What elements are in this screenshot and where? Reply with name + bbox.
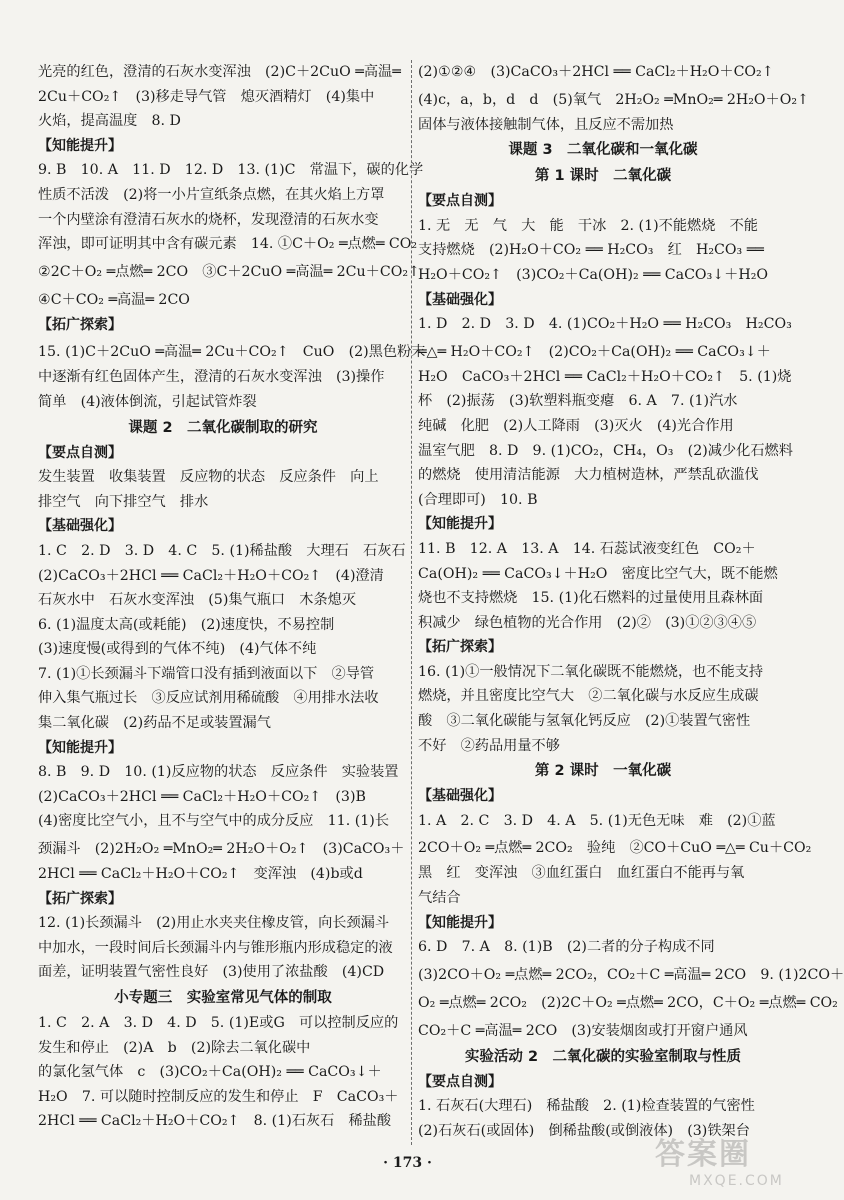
answer-line: 15. (1)C＋2CuO ═高温═ 2Cu＋CO₂↑ CuO (2)黑色粉末	[38, 344, 426, 361]
section-heading: 实验活动 2 二氧化碳的实验室制取与性质	[464, 1048, 742, 1065]
answer-line: (3)速度慢(或得到的气体不纯) (4)气体不纯	[38, 641, 317, 658]
answer-line: 16. (1)①一般情况下二氧化碳既不能燃烧，也不能支持	[418, 663, 764, 680]
section-heading: 课题 3 二氧化碳和一氧化碳	[508, 142, 698, 159]
section-label: 【知能提升】	[38, 137, 122, 154]
answer-line: 光亮的红色，澄清的石灰水变浑浊 (2)C＋2CuO ═高温═	[38, 64, 401, 80]
page-number: · 173 ·	[383, 1155, 432, 1171]
answer-line: (2)CaCO₃＋2HCl ══ CaCl₂＋H₂O＋CO₂↑ (3)B	[38, 788, 366, 805]
answer-line: 性质不活泼 (2)将一小片宣纸条点燃，在其火焰上方罩	[38, 186, 385, 203]
column-divider	[411, 60, 412, 1145]
answer-line: 杯 (2)振荡 (3)软塑料瓶变瘪 6. A 7. (1)汽水	[418, 393, 738, 410]
answer-line: 支持燃烧 (2)H₂O＋CO₂ ══ H₂CO₃ 红 H₂CO₃ ══	[418, 242, 764, 259]
answer-line: 积减少 绿色植物的光合作用 (2)② (3)①②③④⑤	[418, 614, 757, 631]
answer-line: 石灰水中 石灰水变浑浊 (5)集气瓶口 木条熄灭	[38, 592, 357, 609]
section-heading: 第 2 课时 一氧化碳	[534, 763, 672, 780]
answer-line: 7. (1)①长颈漏斗下端管口没有插到液面以下 ②导管	[38, 665, 375, 682]
answer-line: 6. D 7. A 8. (1)B (2)二者的分子构成不同	[418, 939, 715, 956]
answer-line: H₂O＋CO₂↑ (3)CO₂＋Ca(OH)₂ ══ CaCO₃↓＋H₂O	[418, 266, 769, 283]
answer-line: 不好 ②药品用量不够	[418, 737, 560, 754]
section-label: 【基础强化】	[418, 788, 502, 805]
answer-line: 中逐渐有红色固体产生，澄清的石灰水变浑浊 (3)操作	[38, 369, 385, 386]
answer-line: 1. C 2. A 3. D 4. D 5. (1)E或G 可以控制反应的	[38, 1015, 399, 1031]
answer-line: 11. B 12. A 13. A 14. 石蕊试液变红色 CO₂＋	[418, 540, 756, 557]
answer-line: (4)密度比空气小，且不与空气中的成分反应 11. (1)长	[38, 813, 390, 830]
answer-line: 集二氧化碳 (2)药品不足或装置漏气	[38, 715, 271, 732]
answer-line: 固体与液体接触制气体，且反应不需加热	[418, 116, 674, 133]
answer-line: 中加水，一段时间后长颈漏斗内与锥形瓶内形成稳定的液	[38, 939, 393, 956]
answer-line: CO₂＋C ═高温═ 2CO (3)安装烟囱或打开窗户通风	[418, 1022, 748, 1039]
section-label: 【知能提升】	[418, 914, 502, 931]
answer-line: (2)①②④ (3)CaCO₃＋2HCl ══ CaCl₂＋H₂O＋CO₂↑	[418, 64, 774, 80]
answer-line: 烧也不支持燃烧 15. (1)化石燃料的过量使用且森林面	[418, 590, 764, 607]
answer-line: 温室气肥 8. D 9. (1)CO₂，CH₄，O₃ (2)减少化石燃料	[418, 442, 793, 459]
answer-line: 一个内壁涂有澄清石灰水的烧杯，发现澄清的石灰水变	[38, 211, 379, 228]
right-column	[418, 60, 844, 1144]
left-column	[38, 60, 426, 1134]
answer-line: 1. 石灰石(大理石) 稀盐酸 2. (1)检查装置的气密性	[418, 1098, 755, 1115]
section-label: 【拓广探索】	[38, 316, 122, 333]
answer-line: 2CO＋O₂ ═点燃═ 2CO₂ 验纯 ②CO＋CuO ═△═ Cu＋CO₂	[418, 840, 812, 857]
section-label: 【基础强化】	[418, 291, 502, 308]
answer-line: 发生和停止 (2)A b (2)除去二氧化碳中	[38, 1039, 311, 1056]
answer-line: (合理即可) 10. B	[418, 491, 538, 508]
section-label: 【拓广探索】	[418, 639, 502, 656]
answer-line: (3)2CO＋O₂ ═点燃═ 2CO₂，CO₂＋C ═高温═ 2CO 9. (1)2CO＋	[418, 966, 844, 983]
answer-line: (4)c，a，b，d d (5)氧气 2H₂O₂ ═MnO₂═ 2H₂O＋O₂↑	[418, 91, 809, 108]
answer-line: 2HCl ══ CaCl₂＋H₂O＋CO₂↑ 变浑浊 (4)b或d	[38, 866, 363, 883]
answer-line: (2)石灰石(或固体) 倒稀盐酸(或倒液体) (3)铁架台	[418, 1123, 750, 1139]
section-label: 【要点自测】	[418, 193, 502, 210]
answer-line: 的燃烧 使用清洁能源 大力植树造林，严禁乱砍滥伐	[418, 467, 759, 484]
answer-line: ②2C＋O₂ ═点燃═ 2CO ③C＋2CuO ═高温═ 2Cu＋CO₂↑	[38, 263, 420, 280]
answer-line: 2HCl ══ CaCl₂＋H₂O＋CO₂↑ 8. (1)石灰石 稀盐酸	[38, 1113, 392, 1130]
answer-line: 9. B 10. A 11. D 12. D 13. (1)C 常温下，碳的化学	[38, 162, 424, 179]
answer-line: 6. (1)温度太高(或耗能) (2)速度快，不易控制	[38, 616, 335, 633]
answer-line: 面差，证明装置气密性良好 (3)使用了浓盐酸 (4)CD	[38, 964, 385, 981]
section-label: 【拓广探索】	[38, 890, 122, 907]
section-label: 【知能提升】	[38, 739, 122, 756]
section-heading: 小专题三 实验室常见气体的制取	[114, 990, 332, 1006]
answer-line: 排空气 向下排空气 排水	[38, 493, 209, 510]
answer-line: 纯碱 化肥 (2)人工降雨 (3)灭火 (4)光合作用	[418, 417, 734, 434]
answer-line: 燃烧，并且密度比空气大 ②二氧化碳与水反应生成碳	[418, 688, 759, 705]
answer-line: 8. B 9. D 10. (1)反应物的状态 反应条件 实验装置	[38, 764, 399, 781]
answer-line: 气结合	[418, 890, 461, 907]
section-heading: 课题 2 二氧化碳制取的研究	[128, 419, 318, 436]
answer-line: 颈漏斗 (2)2H₂O₂ ═MnO₂═ 2H₂O＋O₂↑ (3)CaCO₃＋	[38, 841, 405, 858]
answer-line: 伸入集气瓶过长 ③反应试剂用稀硫酸 ④用排水法收	[38, 690, 379, 707]
section-heading: 第 1 课时 二氧化碳	[534, 168, 672, 185]
answer-line: O₂ ═点燃═ 2CO₂ (2)2C＋O₂ ═点燃═ 2CO，C＋O₂ ═点燃═ CO₂	[418, 994, 838, 1011]
answer-line: Ca(OH)₂ ══ CaCO₃↓＋H₂O 密度比空气大，既不能燃	[418, 565, 778, 582]
answer-line: 发生装置 收集装置 反应物的状态 反应条件 向上	[38, 469, 379, 486]
answer-line: 火焰，提高温度 8. D	[38, 113, 181, 130]
answer-line: 1. D 2. D 3. D 4. (1)CO₂＋H₂O ══ H₂CO₃ H₂CO₃	[418, 316, 792, 333]
answer-line: (2)CaCO₃＋2HCl ══ CaCl₂＋H₂O＋CO₂↑ (4)澄清	[38, 567, 384, 584]
section-label: 【知能提升】	[418, 516, 502, 533]
answer-line: H₂O CaCO₃＋2HCl ══ CaCl₂＋H₂O＋CO₂↑ 5. (1)烧	[418, 368, 792, 385]
answer-line: ═△═ H₂O＋CO₂↑ (2)CO₂＋Ca(OH)₂ ══ CaCO₃↓＋	[418, 343, 771, 360]
answer-line: 2Cu＋CO₂↑ (3)移走导气管 熄灭酒精灯 (4)集中	[38, 88, 375, 105]
section-label: 【基础强化】	[38, 518, 122, 535]
answer-line: 12. (1)长颈漏斗 (2)用止水夹夹住橡皮管，向长颈漏斗	[38, 915, 390, 932]
answer-line: 酸 ③二氧化碳能与氢氧化钙反应 (2)①装置气密性	[418, 713, 751, 730]
answer-line: 浑浊，即可证明其中含有碳元素 14. ①C＋O₂ ═点燃═ CO₂	[38, 236, 418, 253]
answer-line: 1. A 2. C 3. D 4. A 5. (1)无色无味 难 (2)①蓝	[418, 812, 776, 829]
watermark-top: 答案圈	[655, 1137, 751, 1172]
watermark-logo	[655, 1138, 805, 1192]
watermark-bottom: MXQE.COM	[689, 1173, 784, 1189]
answer-line: 简单 (4)液体倒流，引起试管炸裂	[38, 393, 257, 410]
answer-line: 1. C 2. D 3. D 4. C 5. (1)稀盐酸 大理石 石灰石	[38, 542, 406, 559]
section-label: 【要点自测】	[38, 444, 122, 461]
answer-line: 1. 无 无 气 大 能 干冰 2. (1)不能燃烧 不能	[418, 217, 758, 234]
answer-line: 的氯化氢气体 c (3)CO₂＋Ca(OH)₂ ══ CaCO₃↓＋	[38, 1064, 382, 1081]
section-label: 【要点自测】	[418, 1073, 502, 1090]
answer-line: ④C＋CO₂ ═高温═ 2CO	[38, 291, 190, 308]
answer-line: H₂O 7. 可以随时控制反应的发生和停止 F CaCO₃＋	[38, 1088, 399, 1105]
answer-line: 黑 红 变浑浊 ③血红蛋白 血红蛋白不能再与氧	[418, 865, 745, 882]
